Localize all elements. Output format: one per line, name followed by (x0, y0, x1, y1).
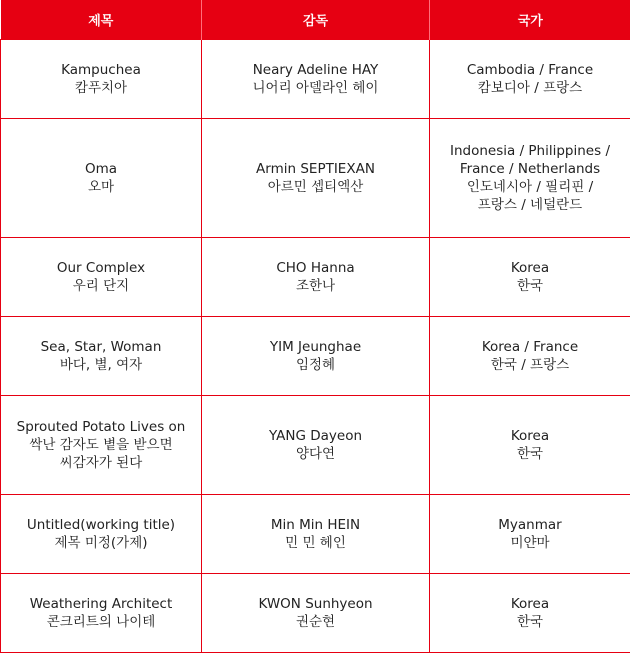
country-ko-text: 프랑스 / 네덜란드 (477, 197, 583, 213)
title-en-text: Weathering Architect (29, 596, 173, 612)
country-ko-text: 한국 (516, 614, 544, 630)
title-en-text: Untitled(working title) (26, 517, 176, 533)
country-cell (430, 238, 630, 317)
country-cell (430, 495, 630, 574)
director-en-text: YIM Jeunghae (269, 339, 362, 355)
director-en-text: Armin SEPTIEXAN (256, 161, 375, 177)
director-cell (202, 495, 430, 574)
country-ko-text: 한국 (516, 446, 544, 462)
title-cell (1, 396, 202, 495)
title-cell (1, 495, 202, 574)
director-cell (202, 119, 430, 238)
director-ko-text: 양다연 (295, 446, 336, 462)
title-cell (1, 238, 202, 317)
country-en-text: Cambodia / France (466, 62, 594, 78)
director-en-text: KWON Sunhyeon (258, 596, 373, 612)
title-en-text: Oma (84, 161, 118, 177)
director-ko-text: 임정혜 (295, 357, 336, 373)
title-en-text: Kampuchea (61, 62, 141, 78)
table-body (1, 40, 630, 653)
director-en-text: Min Min HEIN (270, 517, 361, 533)
title-ko-text: 우리 단지 (72, 278, 130, 294)
country-en-text: Korea (510, 260, 550, 276)
table-row (1, 396, 630, 495)
title-ko-text: 싹난 감자도 볕을 받으면 (29, 437, 173, 453)
title-en-text: Sea, Star, Woman (40, 339, 162, 355)
header-row (1, 0, 630, 40)
title-ko-text: 씨감자가 된다 (59, 455, 143, 471)
director-cell (202, 317, 430, 396)
director-en-text: CHO Hanna (276, 260, 355, 276)
title-en-text: Our Complex (56, 260, 146, 276)
country-en-text: Korea (510, 596, 550, 612)
country-ko-text: 한국 / 프랑스 (490, 357, 570, 373)
table-row (1, 574, 630, 653)
country-cell (430, 317, 630, 396)
table-row (1, 40, 630, 119)
title-cell (1, 317, 202, 396)
country-cell (430, 396, 630, 495)
table-row (1, 238, 630, 317)
country-ko-text: 인도네시아 / 필리핀 / (466, 179, 594, 195)
table-row (1, 119, 630, 238)
title-ko-text: 바다, 별, 여자 (59, 357, 143, 373)
country-en-text: Korea (510, 428, 550, 444)
director-ko-text: 권순현 (295, 614, 336, 630)
director-en-text: Neary Adeline HAY (252, 62, 379, 78)
country-ko-text: 캄보디아 / 프랑스 (477, 80, 583, 96)
director-cell (202, 40, 430, 119)
country-en-text: France / Netherlands (459, 161, 601, 177)
country-en-text: Myanmar (498, 517, 562, 533)
country-en-text: Indonesia / Philippines / (450, 143, 610, 159)
director-ko-text: 니어리 아델라인 헤이 (252, 80, 379, 96)
title-cell (1, 574, 202, 653)
country-cell (430, 574, 630, 653)
country-ko-text: 미얀마 (510, 535, 550, 551)
director-ko-text: 조한나 (295, 278, 336, 294)
header-country: 국가 (430, 0, 630, 40)
country-en-text: Korea / France (481, 339, 579, 355)
title-cell (1, 119, 202, 238)
title-ko-text: 콘크리트의 나이테 (46, 614, 156, 630)
table-row (1, 317, 630, 396)
country-cell (430, 119, 630, 238)
director-cell (202, 238, 430, 317)
table-header (1, 0, 630, 40)
title-ko-text: 제목 미정(가제) (54, 535, 148, 551)
country-cell (430, 40, 630, 119)
table-row (1, 495, 630, 574)
director-cell (202, 396, 430, 495)
country-ko-text: 한국 (516, 278, 544, 294)
director-ko-text: 민 민 헤인 (285, 535, 346, 551)
title-ko-text: 오마 (87, 179, 115, 195)
director-cell (202, 574, 430, 653)
header-title: 제목 (1, 0, 202, 40)
header-director: 감독 (202, 0, 430, 40)
title-ko-text: 캄푸치아 (74, 80, 128, 96)
director-ko-text: 아르민 셉티엑산 (267, 179, 364, 195)
title-cell (1, 40, 202, 119)
title-en-text: Sprouted Potato Lives on (16, 419, 186, 435)
director-en-text: YANG Dayeon (268, 428, 363, 444)
